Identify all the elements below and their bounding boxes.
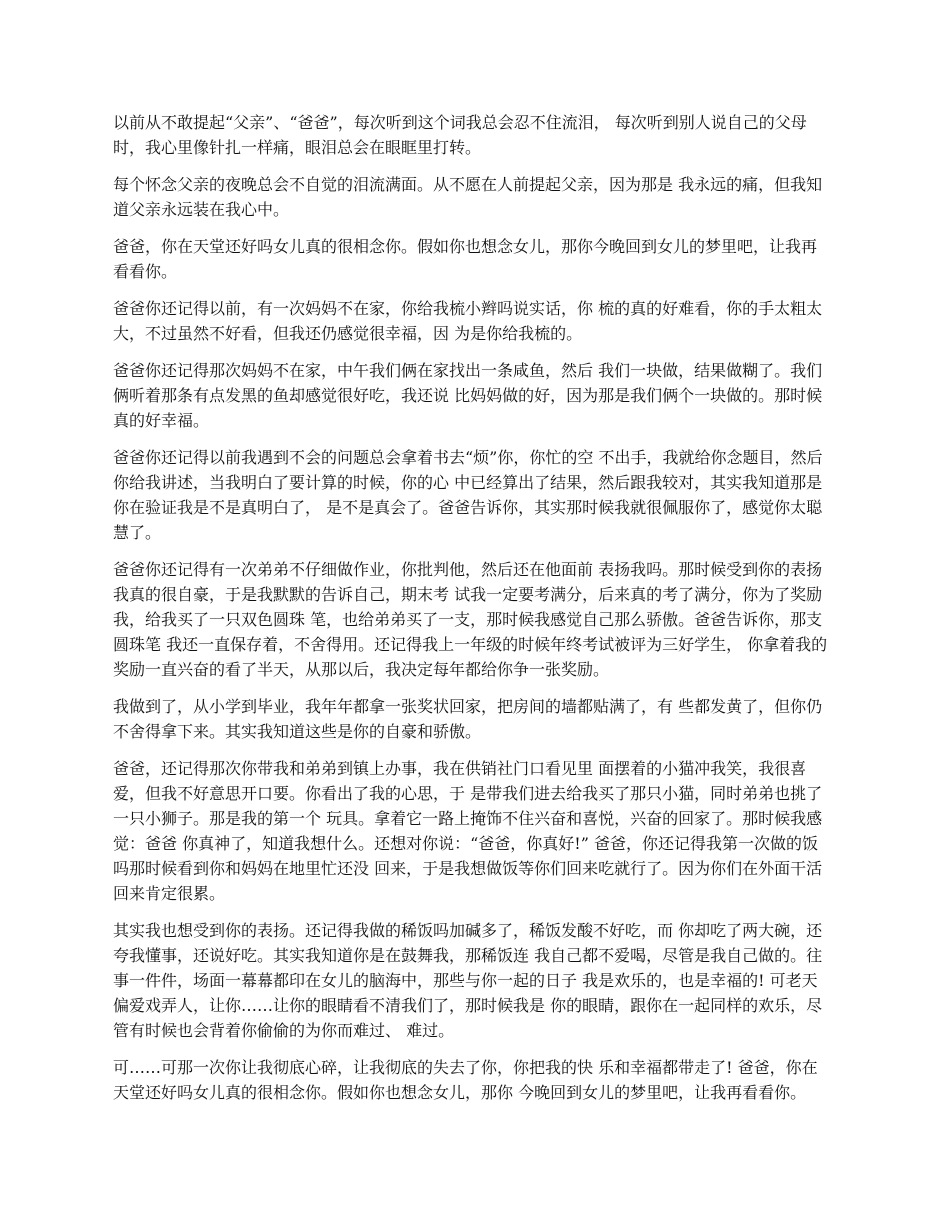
- paragraph-4: 爸爸你还记得以前，有一次妈妈不在家，你给我梳小辫吗说实话，你 梳的真的好难看，你的手太粗太大，不过虽然不好看，但我还仍感觉很幸福，因 为是你给我梳的。: [113, 299, 823, 343]
- paragraph-1: 以前从不敢提起“父亲”、“爸爸”，每次听到这个词我总会忍不住流泪， 每次听到别人说自己的父母时，我心里像针扎一样痛，眼泪总会在眼眶里打转。: [113, 113, 807, 157]
- paragraph-7: 爸爸你还记得有一次弟弟不仔细做作业，你批判他，然后还在他面前 表扬我吗。那时候受到你的表扬我真的很自豪，于是我默默的告诉自己，期末考 试我一定要考满分，后来真的考了满分，你为了奖励我，给我买了一只双色圆珠 笔，也给弟弟买了一支，那时候我感觉自己那么骄傲。爸爸告诉你，那支圆珠笔 我还一直保存着，不舍得用。还记得我上一年级的时候年终考试被评为三好学生， 你拿着我的奖励一直兴奋的看了半天，从那以后，我决定每年都给你争一张奖励。: [113, 560, 828, 679]
- paragraph-8: 我做到了，从小学到毕业，我年年都拿一张奖状回家，把房间的墙都贴满了，有 些都发黄了，但你仍不舍得拿下来。其实我知道这些是你的自豪和骄傲。: [113, 697, 823, 741]
- paragraph-5: 爸爸你还记得那次妈妈不在家，中午我们俩在家找出一条咸鱼，然后 我们一块做，结果做糊了。我们俩听着那条有点发黑的鱼却感觉很好吃，我还说 比妈妈做的好，因为那是我们俩个一块做的。那时候真的好幸福。: [113, 361, 823, 430]
- paragraph-10: 其实我也想受到你的表扬。还记得我做的稀饭吗加碱多了，稀饭发酸不好吃，而 你却吃了两大碗，还夸我懂事，还说好吃。其实我知道你是在鼓舞我，那稀饭连 我自己都不爱喝，尽管是我自己做的。往事一件件，场面一幕幕都印在女儿的脑海中，那些与你一起的日子 我是欢乐的，也是幸福的! 可老天偏爱戏弄人，让你……让你的眼睛看不清我们了，那时候我是 你的眼睛，跟你在一起同样的欢乐，尽管有时候也会背着你偷偷的为你而难过、 难过。: [113, 921, 823, 1040]
- paragraph-3: 爸爸，你在天堂还好吗女儿真的很相念你。假如你也想念女儿，那你今晚回到女儿的梦里吧，让我再看看你。: [113, 237, 818, 281]
- paragraph-9: 爸爸，还记得那次你带我和弟弟到镇上办事，我在供销社门口看见里 面摆着的小猫冲我笑，我很喜爱，但我不好意思开口要。你看出了我的心思，于 是带我们进去给我买了那只小猫，同时弟弟也挑了一只小狮子。那是我的第一个 玩具。拿着它一路上掩饰不住兴奋和喜悦，兴奋的回家了。那时候我感觉：爸爸 你真神了，知道我想什么。还想对你说：“爸爸，你真好!” 爸爸，你还记得我第一次做的饭吗那时候看到你和妈妈在地里忙还没 回来，于是我想做饭等你们回来吃就行了。因为你们在外面干活回来肯定很累。: [113, 759, 823, 903]
- paragraph-6: 爸爸你还记得以前我遇到不会的问题总会拿着书去“烦”你，你忙的空 不出手，我就给你念题目，然后你给我讲述，当我明白了要计算的时候，你的心 中已经算出了结果，然后跟我较对，其实我知道那是你在验证我是不是真明白了， 是不是真会了。爸爸告诉你，其实那时候我就很佩服你了，感觉你太聪慧了。: [113, 448, 823, 542]
- paragraph-2: 每个怀念父亲的夜晚总会不自觉的泪流满面。从不愿在人前提起父亲，因为那是 我永远的痛，但我知道父亲永远装在我心中。: [113, 175, 823, 219]
- paragraph-11: 可……可那一次你让我彻底心碎，让我彻底的失去了你，你把我的快 乐和幸福都带走了! 爸爸，你在天堂还好吗女儿真的很相念你。假如你也想念女儿，那你 今晚回到女儿的梦里吧，让我再看看你。: [113, 1058, 818, 1102]
- document-body: [113, 110, 829, 1117]
